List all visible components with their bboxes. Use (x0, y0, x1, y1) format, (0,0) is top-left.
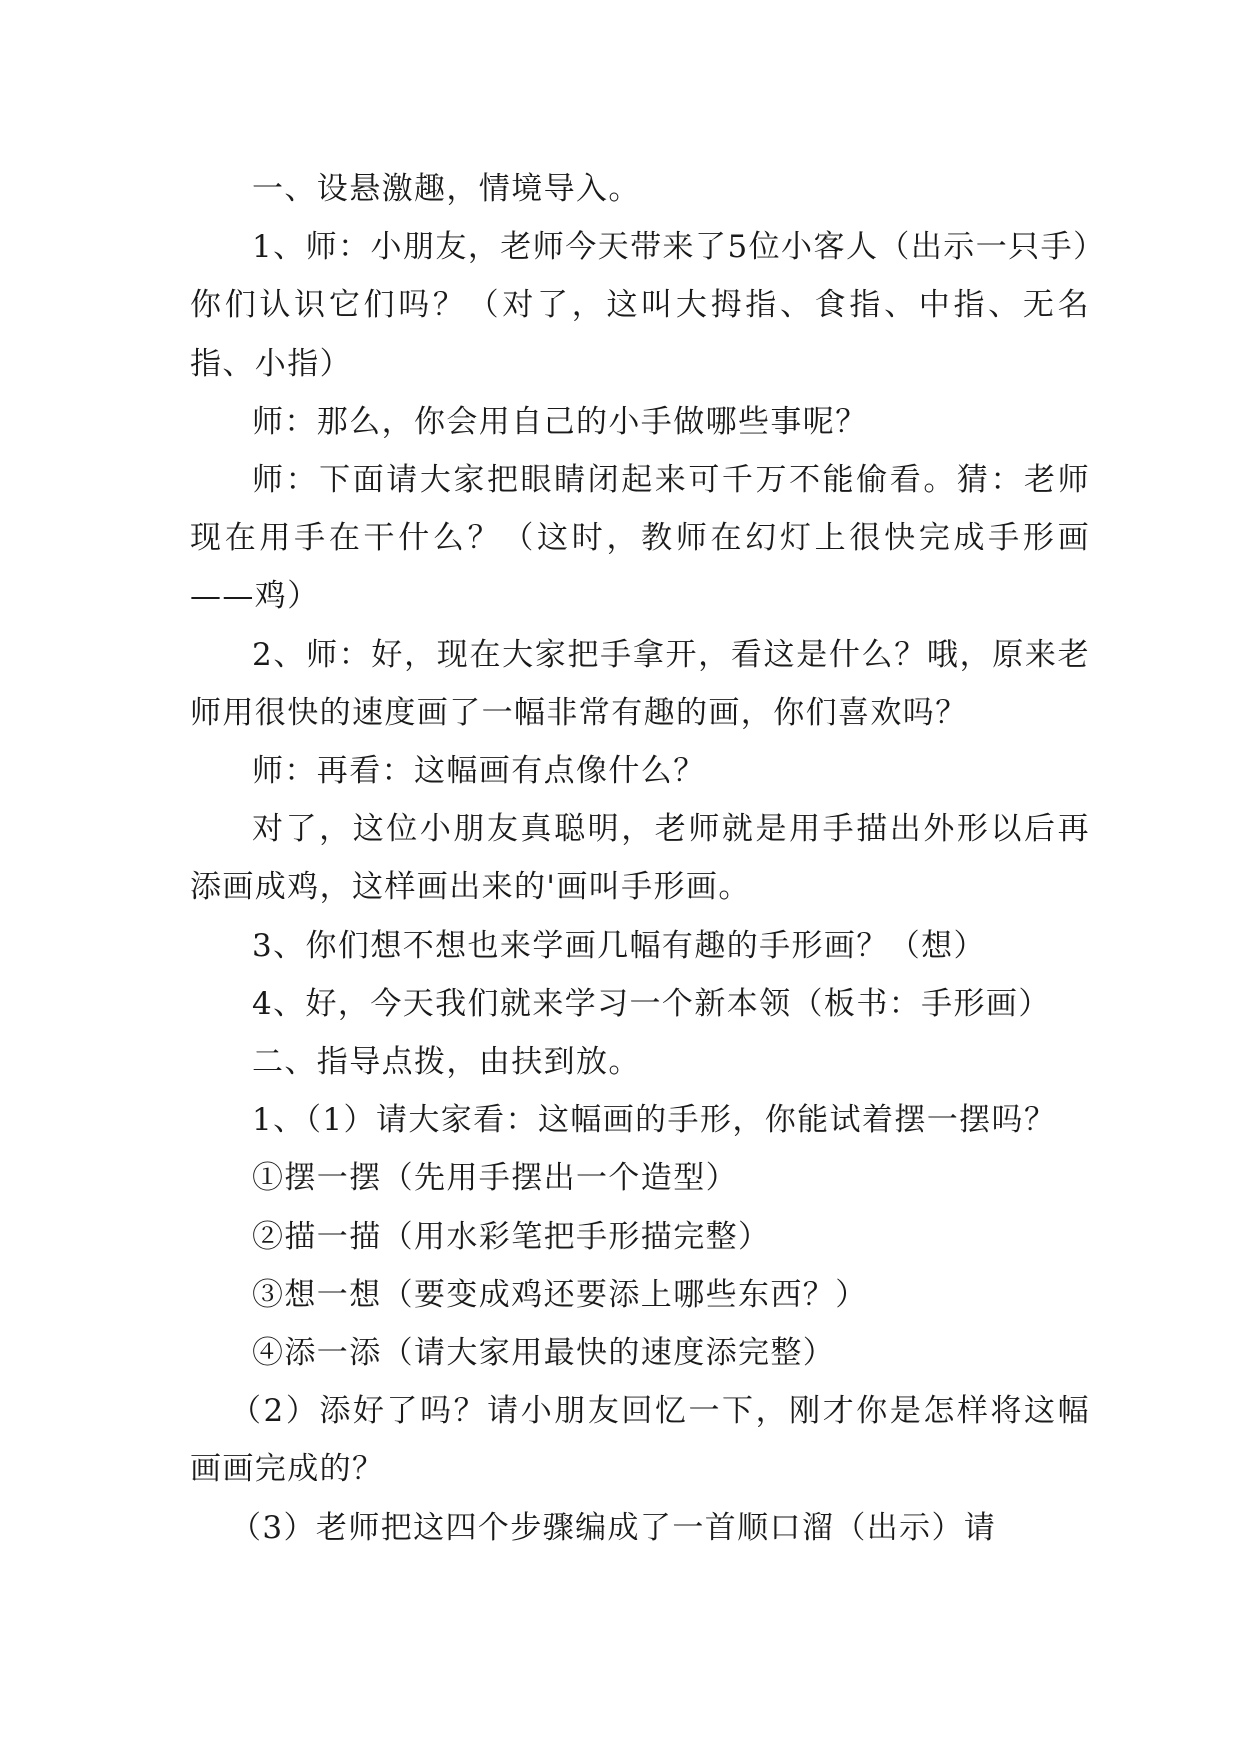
paragraph: 师：再看：这幅画有点像什么？ (252, 753, 706, 790)
paragraph: 3、你们想不想也来学画几幅有趣的手形画？（想） (252, 927, 986, 964)
list-item: ④添一添（请大家用最快的速度添完整） (252, 1335, 836, 1372)
section-heading: 二、指导点拨，由扶到放。 (252, 1044, 641, 1081)
list-item: ③想一想（要变成鸡还要添上哪些东西？） (252, 1276, 868, 1313)
paragraph: （2）添好了吗？请小朋友回忆一下，刚才你是怎样将这幅画画完成的？ (190, 1393, 1090, 1488)
paragraph: 4、好，今天我们就来学习一个新本领（板书：手形画） (252, 985, 1051, 1022)
list-item: ②描一描（用水彩笔把手形描完整） (252, 1218, 771, 1255)
paragraph: 1、师：小朋友，老师今天带来了5位小客人（出示一只手）你们认识它们吗？（对了，这叫大拇指、食指、中指、无名指、小指） (190, 229, 1090, 382)
paragraph: 师：下面请大家把眼睛闭起来可千万不能偷看。猜：老师现在用手在干什么？（这时，教师在幻灯上很快完成手形画——鸡） (190, 462, 1090, 615)
document-body (190, 160, 1090, 1557)
paragraph: 一、设悬激趣，情境导入。 (252, 171, 641, 207)
paragraph: 1、（1）请大家看：这幅画的手形，你能试着摆一摆吗？ (252, 1102, 1057, 1139)
paragraph: 师：那么，你会用自己的小手做哪些事呢？ (252, 403, 868, 440)
paragraph: 2、师：好，现在大家把手拿开，看这是什么？哦，原来老师用很快的速度画了一幅非常有趣的画，你们喜欢吗？ (190, 636, 1090, 731)
list-item: ①摆一摆（先用手摆出一个造型） (252, 1160, 738, 1197)
paragraph: 对了，这位小朋友真聪明，老师就是用手描出外形以后再添画成鸡，这样画出来的'画叫手形画。 (190, 811, 1090, 906)
paragraph: （3）老师把这四个步骤编成了一首顺口溜（出示）请 (230, 1509, 997, 1546)
